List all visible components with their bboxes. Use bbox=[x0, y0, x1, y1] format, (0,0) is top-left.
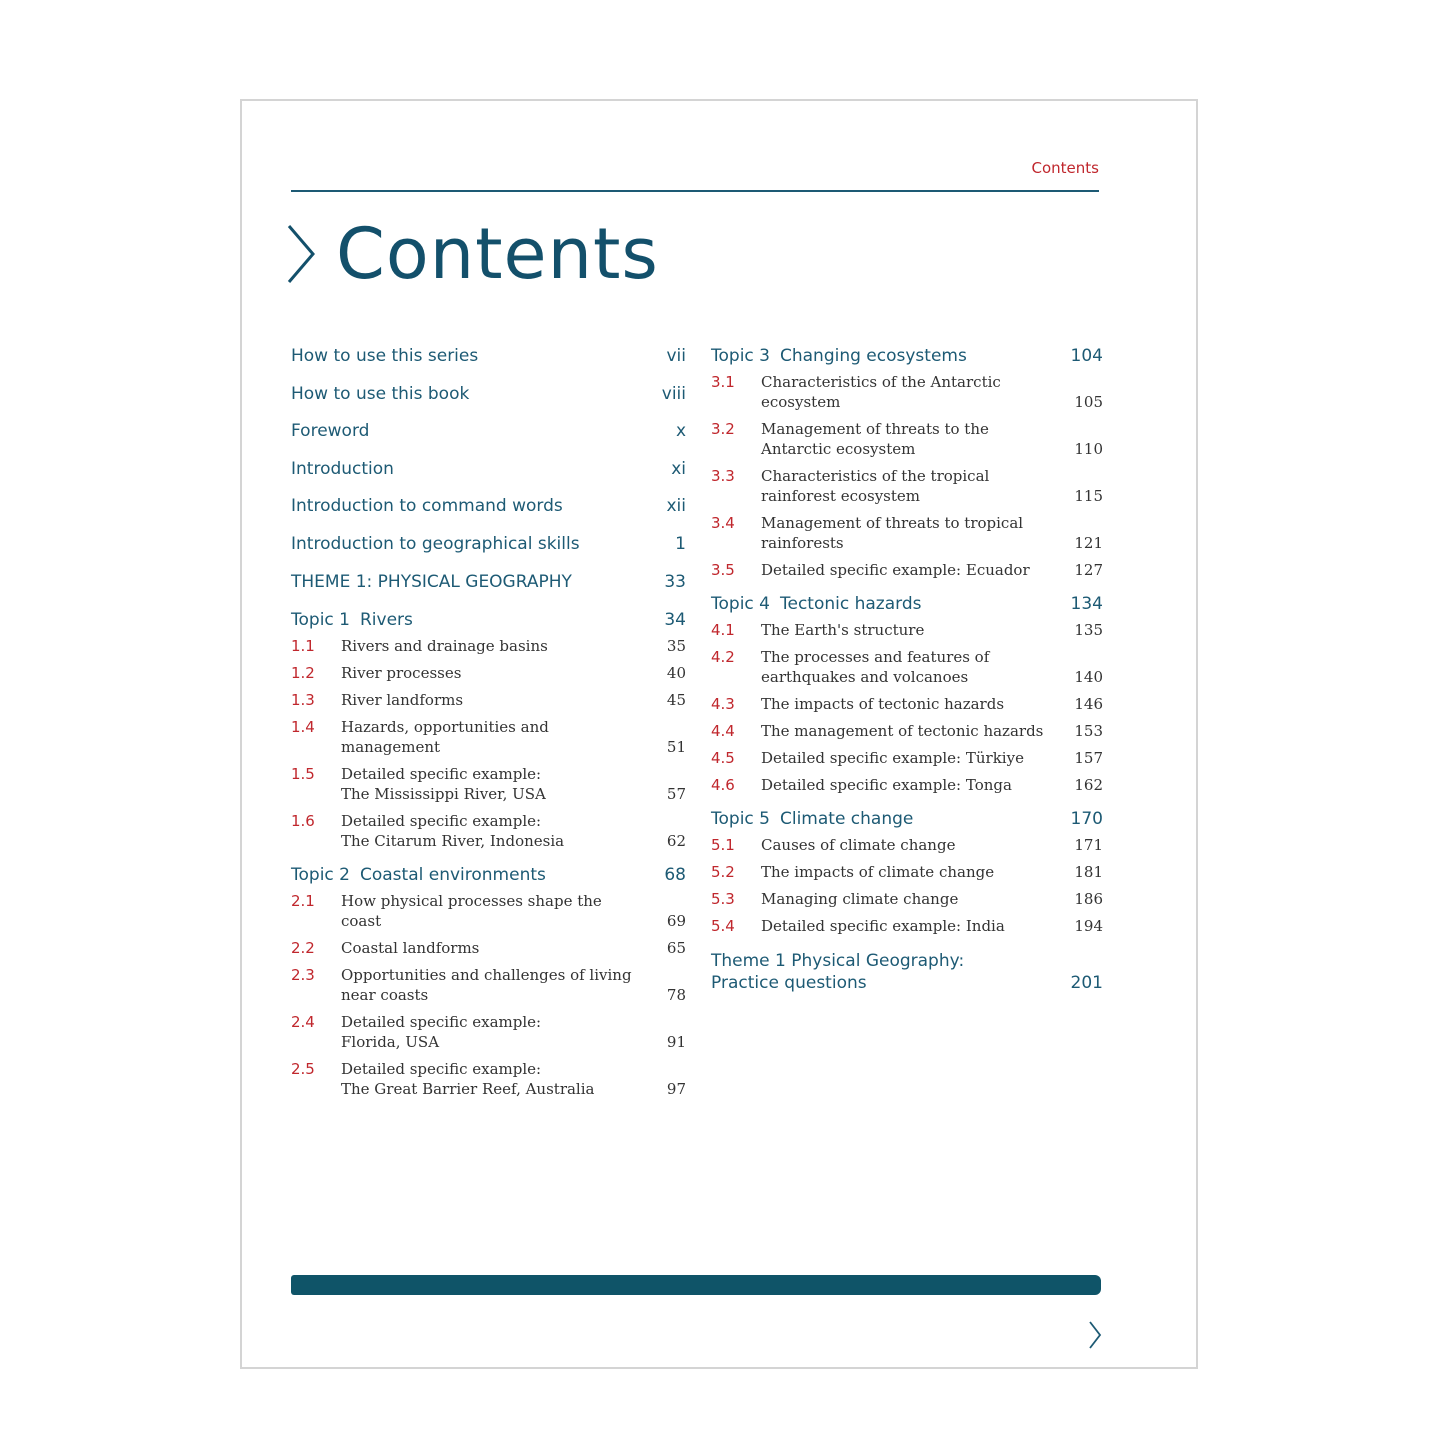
section-page: 157 bbox=[1074, 749, 1103, 767]
section-entry[interactable] bbox=[711, 775, 1103, 795]
section-entry[interactable] bbox=[291, 965, 686, 1005]
section-page: 91 bbox=[666, 1032, 686, 1051]
section-page: 110 bbox=[1074, 440, 1103, 458]
section-number: 5.1 bbox=[711, 836, 735, 854]
topic-entry[interactable] bbox=[711, 809, 1103, 829]
entry-label: Introduction to geographical skills bbox=[291, 533, 580, 554]
section-entry[interactable] bbox=[711, 560, 1103, 580]
section-entry[interactable] bbox=[711, 862, 1103, 882]
topics-right bbox=[711, 346, 1103, 936]
section-number: 2.4 bbox=[291, 1012, 315, 1031]
section-title: Management of threats to tropical rainforests bbox=[761, 514, 1024, 552]
section-page: 146 bbox=[1074, 695, 1103, 713]
topics-left bbox=[291, 610, 686, 1099]
footer-bar bbox=[291, 1275, 1101, 1295]
front-matter-entry[interactable] bbox=[291, 346, 686, 384]
practice-entry[interactable] bbox=[711, 950, 1103, 994]
entry-label: Foreword bbox=[291, 421, 370, 442]
section-list bbox=[291, 636, 686, 851]
topic-label: Topic 4 bbox=[711, 594, 770, 614]
topic-heading bbox=[291, 865, 546, 885]
section-title: Detailed specific example: Florida, USA bbox=[341, 1012, 542, 1051]
topic-entry[interactable] bbox=[711, 594, 1103, 614]
section-title: River processes bbox=[341, 663, 462, 682]
section-number: 4.6 bbox=[711, 776, 735, 794]
section-title: Characteristics of the Antarctic ecosystem bbox=[761, 373, 1001, 411]
section-entry[interactable] bbox=[711, 748, 1103, 768]
section-page: 181 bbox=[1074, 863, 1103, 881]
topic-heading bbox=[711, 346, 967, 366]
section-number: 1.2 bbox=[291, 663, 315, 682]
section-entry[interactable] bbox=[291, 764, 686, 804]
section-page: 135 bbox=[1074, 621, 1103, 639]
topic-block bbox=[291, 865, 686, 1099]
front-matter-list bbox=[291, 346, 686, 572]
entry-label: Introduction bbox=[291, 458, 394, 479]
topic-title: Rivers bbox=[359, 609, 413, 630]
section-entry[interactable] bbox=[291, 811, 686, 851]
front-matter-entry[interactable] bbox=[291, 534, 686, 572]
section-page: 97 bbox=[666, 1079, 686, 1098]
section-entry[interactable] bbox=[711, 620, 1103, 640]
entry-label: How to use this series bbox=[291, 346, 479, 366]
topic-block bbox=[291, 610, 686, 851]
section-number: 4.5 bbox=[711, 749, 735, 767]
section-number: 5.2 bbox=[711, 863, 735, 881]
section-title: Hazards, opportunities and management bbox=[341, 717, 549, 756]
section-number: 3.5 bbox=[711, 561, 735, 579]
section-title: How physical processes shape the coast bbox=[341, 891, 602, 930]
section-entry[interactable] bbox=[711, 372, 1103, 412]
section-page: 65 bbox=[666, 938, 686, 957]
section-number: 3.4 bbox=[711, 514, 735, 532]
section-list bbox=[711, 372, 1103, 580]
section-list bbox=[711, 620, 1103, 795]
section-number: 4.4 bbox=[711, 722, 735, 740]
front-matter-entry[interactable] bbox=[291, 384, 686, 422]
entry-label: Introduction to command words bbox=[291, 496, 563, 517]
section-number: 3.1 bbox=[711, 373, 735, 391]
theme-entry[interactable] bbox=[291, 572, 686, 610]
section-list bbox=[711, 835, 1103, 936]
section-entry[interactable] bbox=[711, 647, 1103, 687]
section-title: Characteristics of the tropical rainforest ecosystem bbox=[761, 467, 990, 505]
section-title: The processes and features of earthquakes and volcanoes bbox=[761, 648, 990, 686]
chevron-right-icon[interactable] bbox=[1088, 1320, 1102, 1350]
topic-label: Topic 2 bbox=[291, 864, 350, 885]
topic-page: 68 bbox=[664, 864, 686, 885]
topic-entry[interactable] bbox=[711, 346, 1103, 366]
topic-heading bbox=[291, 610, 413, 630]
section-page: 78 bbox=[666, 985, 686, 1004]
section-page: 51 bbox=[666, 737, 686, 756]
running-head: Contents bbox=[1031, 159, 1099, 177]
section-page: 40 bbox=[666, 663, 686, 682]
section-title: Detailed specific example: India bbox=[761, 917, 1005, 935]
section-entry[interactable] bbox=[711, 916, 1103, 936]
section-entry[interactable] bbox=[711, 513, 1103, 553]
section-title: Managing climate change bbox=[761, 890, 959, 908]
section-page: 35 bbox=[666, 636, 686, 655]
topic-page: 34 bbox=[664, 609, 686, 630]
entry-page: xii bbox=[666, 496, 686, 517]
section-entry[interactable] bbox=[291, 1059, 686, 1099]
topic-title: Coastal environments bbox=[359, 864, 546, 885]
section-number: 4.3 bbox=[711, 695, 735, 713]
theme-page: 33 bbox=[664, 571, 686, 592]
entry-page: x bbox=[675, 421, 686, 442]
entry-label: How to use this book bbox=[291, 383, 470, 404]
topic-block bbox=[711, 346, 1103, 580]
section-number: 1.3 bbox=[291, 690, 315, 709]
header-rule bbox=[291, 190, 1099, 192]
section-list bbox=[291, 891, 686, 1099]
section-page: 127 bbox=[1074, 561, 1103, 579]
section-title: The management of tectonic hazards bbox=[761, 722, 1044, 740]
topic-page: 104 bbox=[1070, 346, 1103, 366]
section-title: Detailed specific example: The Citarum River, Indonesia bbox=[341, 811, 565, 850]
section-entry[interactable] bbox=[291, 938, 686, 958]
section-number: 1.4 bbox=[291, 717, 315, 736]
section-entry[interactable] bbox=[291, 717, 686, 757]
section-page: 105 bbox=[1074, 393, 1103, 411]
topic-page: 170 bbox=[1070, 809, 1103, 829]
title-block bbox=[286, 213, 659, 295]
section-entry[interactable] bbox=[711, 466, 1103, 506]
entry-page: 1 bbox=[675, 533, 686, 554]
section-number: 1.1 bbox=[291, 636, 315, 655]
section-title: Management of threats to the Antarctic ecosystem bbox=[761, 420, 989, 458]
section-entry[interactable] bbox=[711, 694, 1103, 714]
toc-right-column bbox=[711, 346, 1103, 994]
front-matter-entry[interactable] bbox=[291, 459, 686, 497]
chevron-right-icon bbox=[286, 223, 316, 285]
topic-label: Topic 3 bbox=[711, 346, 770, 366]
entry-page: xi bbox=[671, 458, 686, 479]
section-entry[interactable] bbox=[291, 1012, 686, 1052]
section-title: Detailed specific example: The Great Barrier Reef, Australia bbox=[341, 1059, 595, 1098]
section-entry[interactable] bbox=[291, 690, 686, 710]
section-title: Causes of climate change bbox=[761, 836, 956, 854]
section-number: 5.4 bbox=[711, 917, 735, 935]
front-matter-entry[interactable] bbox=[291, 496, 686, 534]
section-page: 121 bbox=[1074, 534, 1103, 552]
section-title: Rivers and drainage basins bbox=[341, 636, 548, 655]
toc-left-column bbox=[291, 346, 686, 1113]
section-number: 2.2 bbox=[291, 938, 315, 957]
entry-page: vii bbox=[666, 346, 686, 366]
section-title: Coastal landforms bbox=[341, 938, 480, 957]
section-title: Detailed specific example: Türkiye bbox=[761, 749, 1024, 767]
front-matter-entry[interactable] bbox=[291, 421, 686, 459]
topic-label: Topic 1 bbox=[291, 609, 350, 630]
section-entry[interactable] bbox=[711, 889, 1103, 909]
section-page: 171 bbox=[1074, 836, 1103, 854]
practice-page: 201 bbox=[1070, 973, 1103, 993]
section-number: 2.3 bbox=[291, 965, 315, 984]
section-page: 115 bbox=[1074, 487, 1103, 505]
section-number: 1.6 bbox=[291, 811, 315, 830]
section-page: 57 bbox=[666, 784, 686, 803]
section-page: 162 bbox=[1074, 776, 1103, 794]
section-page: 153 bbox=[1074, 722, 1103, 740]
section-entry[interactable] bbox=[711, 419, 1103, 459]
section-number: 2.1 bbox=[291, 891, 315, 910]
topic-title: Climate change bbox=[779, 809, 914, 829]
topic-block bbox=[711, 594, 1103, 795]
section-number: 5.3 bbox=[711, 890, 735, 908]
section-page: 62 bbox=[666, 831, 686, 850]
section-title: Detailed specific example: The Mississippi River, USA bbox=[341, 764, 546, 803]
topic-title: Tectonic hazards bbox=[779, 594, 922, 614]
section-title: The impacts of tectonic hazards bbox=[761, 695, 1005, 713]
section-title: Detailed specific example: Tonga bbox=[761, 776, 1012, 794]
section-page: 140 bbox=[1074, 668, 1103, 686]
section-title: The Earth's structure bbox=[761, 621, 925, 639]
section-entry[interactable] bbox=[291, 891, 686, 931]
section-number: 3.3 bbox=[711, 467, 735, 485]
section-number: 2.5 bbox=[291, 1059, 315, 1078]
section-entry[interactable] bbox=[291, 663, 686, 683]
topic-heading bbox=[711, 594, 921, 614]
section-title: The impacts of climate change bbox=[761, 863, 995, 881]
section-page: 194 bbox=[1074, 917, 1103, 935]
section-page: 45 bbox=[666, 690, 686, 709]
section-number: 4.1 bbox=[711, 621, 735, 639]
topic-label: Topic 5 bbox=[711, 809, 770, 829]
section-number: 4.2 bbox=[711, 648, 735, 666]
entry-page: viii bbox=[661, 383, 686, 404]
section-page: 186 bbox=[1074, 890, 1103, 908]
section-entry[interactable] bbox=[711, 721, 1103, 741]
topic-entry[interactable] bbox=[291, 865, 686, 885]
topic-page: 134 bbox=[1070, 594, 1103, 614]
section-page: 69 bbox=[666, 911, 686, 930]
page-title: Contents bbox=[336, 213, 659, 295]
topic-entry[interactable] bbox=[291, 610, 686, 630]
topic-title: Changing ecosystems bbox=[779, 346, 967, 366]
practice-title: Theme 1 Physical Geography: Practice questions bbox=[711, 951, 965, 993]
section-number: 1.5 bbox=[291, 764, 315, 783]
section-title: Detailed specific example: Ecuador bbox=[761, 561, 1030, 579]
section-entry[interactable] bbox=[291, 636, 686, 656]
book-page bbox=[240, 99, 1198, 1369]
topic-block bbox=[711, 809, 1103, 936]
section-title: River landforms bbox=[341, 690, 464, 709]
theme-label: THEME 1: PHYSICAL GEOGRAPHY bbox=[291, 571, 572, 592]
section-entry[interactable] bbox=[711, 835, 1103, 855]
topic-heading bbox=[711, 809, 913, 829]
section-number: 3.2 bbox=[711, 420, 735, 438]
section-title: Opportunities and challenges of living near coasts bbox=[341, 965, 632, 1004]
